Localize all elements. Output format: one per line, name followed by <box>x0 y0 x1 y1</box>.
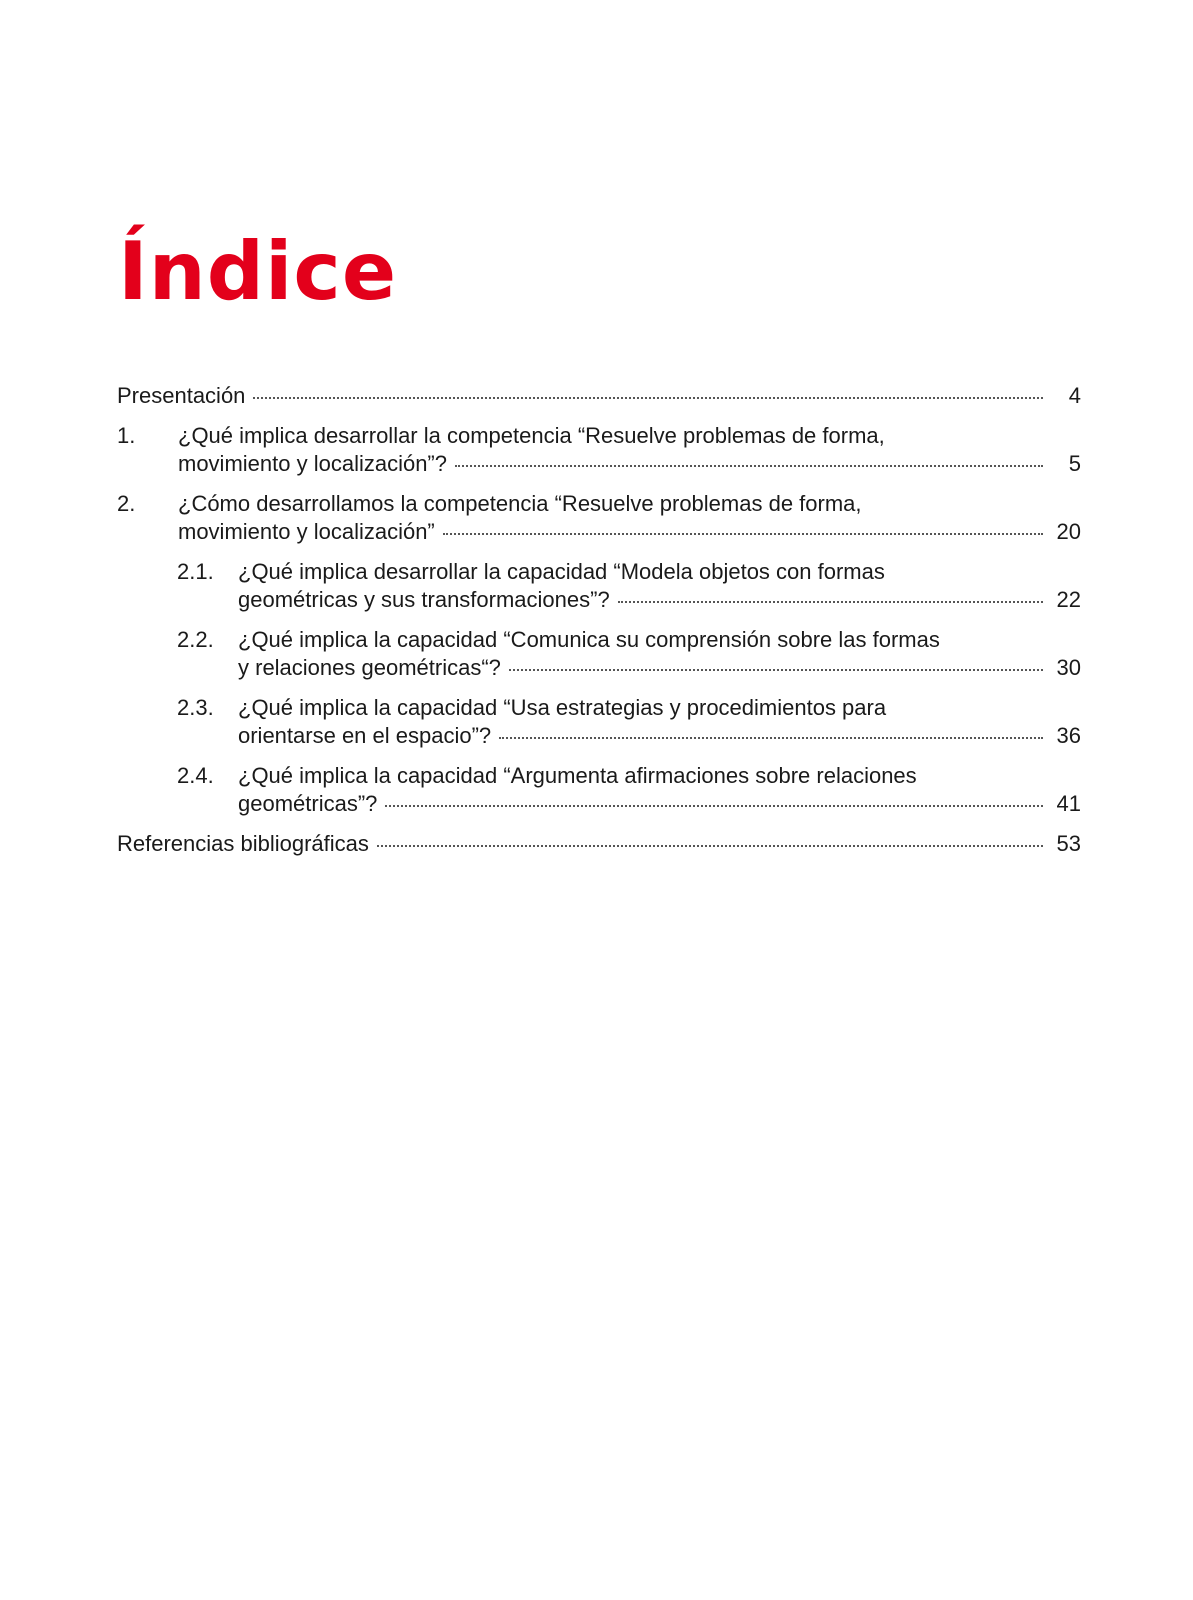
dot-leader <box>618 601 1043 603</box>
toc-entry-line: ¿Qué implica la capacidad “Comunica su comprensión sobre las formas <box>238 627 940 652</box>
dot-leader <box>499 737 1043 739</box>
toc-entry-presentacion[interactable] <box>117 382 1081 410</box>
toc-entry-line: orientarse en el espacio”? <box>238 723 492 748</box>
dot-leader <box>253 397 1043 399</box>
toc-entry-line: ¿Qué implica desarrollar la competencia “Resuelve problemas de forma, <box>178 423 885 448</box>
toc-entry-line: ¿Qué implica la capacidad “Usa estrategias y procedimientos para <box>238 695 887 720</box>
toc-page-number: 30 <box>1056 655 1081 680</box>
toc-entry-2-2[interactable] <box>117 626 1081 682</box>
toc-entry-number: 2.3. <box>177 695 214 720</box>
toc-page-number: 36 <box>1056 723 1081 748</box>
page-title: Índice <box>118 225 398 318</box>
toc-entry-line: geométricas”? <box>238 791 378 816</box>
table-of-contents <box>117 382 1081 870</box>
toc-entry-2-4[interactable] <box>117 762 1081 818</box>
toc-entry-number: 2.2. <box>177 627 214 652</box>
toc-page-number: 4 <box>1068 383 1081 408</box>
toc-entry-number: 2. <box>117 491 136 516</box>
toc-page-number: 41 <box>1056 791 1081 816</box>
toc-entry-1[interactable] <box>117 422 1081 478</box>
toc-entry-line: ¿Cómo desarrollamos la competencia “Resuelve problemas de forma, <box>178 491 862 516</box>
toc-entry-label: Presentación <box>117 383 246 408</box>
toc-entry-number: 2.4. <box>177 763 214 788</box>
dot-leader <box>443 533 1043 535</box>
toc-page-number: 22 <box>1056 587 1081 612</box>
toc-entry-number: 2.1. <box>177 559 214 584</box>
toc-entry-line: movimiento y localización” <box>178 519 435 544</box>
dot-leader <box>509 669 1043 671</box>
toc-page-number: 5 <box>1068 451 1081 476</box>
toc-entry-referencias[interactable] <box>117 830 1081 858</box>
toc-entry-line: geométricas y sus transformaciones”? <box>238 587 610 612</box>
toc-entry-line: ¿Qué implica desarrollar la capacidad “Modela objetos con formas <box>238 559 885 584</box>
toc-entry-line: movimiento y localización”? <box>178 451 447 476</box>
dot-leader <box>455 465 1043 467</box>
toc-entry-2[interactable] <box>117 490 1081 546</box>
toc-page-number: 20 <box>1056 519 1081 544</box>
toc-entry-2-3[interactable] <box>117 694 1081 750</box>
toc-entry-line: y relaciones geométricas“? <box>238 655 501 680</box>
toc-page-number: 53 <box>1056 831 1081 856</box>
toc-entry-line: ¿Qué implica la capacidad “Argumenta afirmaciones sobre relaciones <box>238 763 917 788</box>
dot-leader <box>377 845 1043 847</box>
toc-entry-number: 1. <box>117 423 136 448</box>
dot-leader <box>385 805 1043 807</box>
toc-entry-2-1[interactable] <box>117 558 1081 614</box>
toc-entry-label: Referencias bibliográficas <box>117 831 369 856</box>
